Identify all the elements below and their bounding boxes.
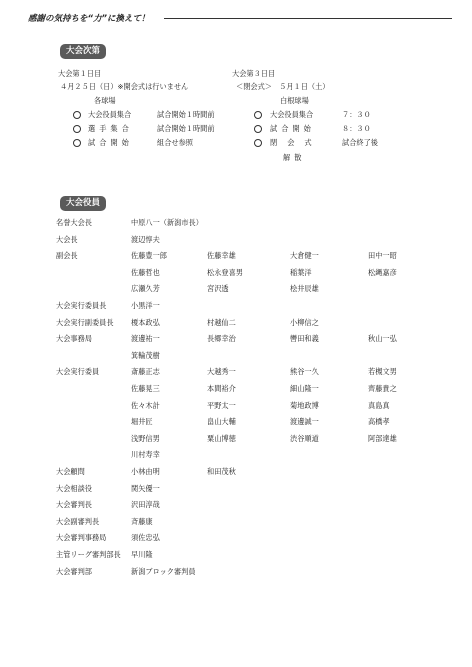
day1-item-time: 試合開始１時間前 — [157, 124, 215, 133]
officer-name: 畠山大輔 — [207, 417, 236, 426]
officer-role: 大会相談役 — [56, 484, 92, 493]
officer-name: 斎藤正志 — [131, 367, 160, 376]
officer-role: 大会実行委員 — [56, 367, 100, 376]
officer-name: 秋山一弘 — [368, 334, 397, 343]
day3-item-label: 大会役員集合 — [270, 110, 314, 119]
officer-name: 佐々木計 — [131, 401, 160, 410]
officer-name: 田中一昭 — [368, 251, 397, 260]
officer-name: 轡田和義 — [290, 334, 319, 343]
circle-icon — [254, 139, 262, 147]
officer-name: 堀井匠 — [131, 417, 153, 426]
officer-role: 大会事務局 — [56, 334, 92, 343]
day1-item-time: 試合開始１時間前 — [157, 110, 215, 119]
officer-role: 名誉大会長 — [56, 218, 92, 227]
officer-name: 齊藤貴之 — [368, 384, 397, 393]
officer-role: 大会審判長 — [56, 500, 92, 509]
circle-icon — [254, 125, 262, 133]
day1-item — [73, 110, 83, 119]
day3-item — [254, 124, 264, 133]
day3-item-label: 閉会式 — [270, 138, 322, 147]
officer-role: 主管リーグ審判部長 — [56, 550, 121, 559]
day3-item-time: 試合終了後 — [342, 138, 378, 147]
officer-name: 真島真 — [368, 401, 390, 410]
day1-item — [73, 138, 83, 147]
day3-item — [254, 138, 264, 147]
officers-badge: 大会役員 — [60, 196, 106, 211]
officer-name: 榎本政弘 — [131, 318, 160, 327]
page-header — [24, 6, 454, 28]
officer-name: 箕輪茂樹 — [131, 351, 160, 360]
officer-name: 阿部達雄 — [368, 434, 397, 443]
day3-extra: 解散 — [283, 153, 306, 162]
day1-date: ４月２５日（日）※開会式は行いません — [60, 82, 189, 91]
circle-icon — [73, 125, 81, 133]
day1-title: 大会第１日目 — [58, 69, 102, 78]
officer-name: 小柳信之 — [290, 318, 319, 327]
officer-name: 松永登喜男 — [207, 268, 243, 277]
officer-role: 大会長 — [56, 235, 78, 244]
officer-name: 長郷幸治 — [207, 334, 236, 343]
officer-name: 小林由明 — [131, 467, 160, 476]
officer-name: 関矢優一 — [131, 484, 160, 493]
officer-name: 大越秀一 — [207, 367, 236, 376]
day3-item-time: ８：３０ — [342, 124, 371, 133]
circle-icon — [254, 111, 262, 119]
day1-item — [73, 124, 83, 133]
officer-name: 須佐忠弘 — [131, 533, 160, 542]
officer-name: 佐藤哲也 — [131, 268, 160, 277]
officer-name: 宮沢透 — [207, 284, 229, 293]
officer-name: 佐藤幸雄 — [207, 251, 236, 260]
officer-name: 渡辺惇夫 — [131, 235, 160, 244]
day1-item-time: 組合せ参照 — [157, 138, 193, 147]
officer-name: 粟山博徳 — [207, 434, 236, 443]
officer-name: 斉藤康 — [131, 517, 153, 526]
day1-venue: 各球場 — [94, 96, 116, 105]
officer-name: 小黒洋一 — [131, 301, 160, 310]
officer-name: 高橋孝 — [368, 417, 390, 426]
officer-name: 渋谷順道 — [290, 434, 319, 443]
officer-name: 稲葉洋 — [290, 268, 312, 277]
officer-name: 和田茂秋 — [207, 467, 236, 476]
officer-name: 本間裕介 — [207, 384, 236, 393]
schedule-badge: 大会次第 — [60, 44, 106, 59]
officer-name: 松縄嘉彦 — [368, 268, 397, 277]
officer-name: 菊地政博 — [290, 401, 319, 410]
officer-name: 大倉健一 — [290, 251, 319, 260]
officer-role: 大会審判事務局 — [56, 533, 107, 542]
officer-role: 大会顧問 — [56, 467, 85, 476]
officer-role: 副会長 — [56, 251, 78, 260]
officer-name: 佐藤豊一郎 — [131, 251, 167, 260]
day3-venue: 白根球場 — [280, 96, 309, 105]
officer-role: 大会実行委員長 — [56, 301, 107, 310]
officer-name: 広瀬久芳 — [131, 284, 160, 293]
day3-title: 大会第３日目 — [232, 69, 276, 78]
header-title: 感謝の気持ちを“力”に換えて！ — [28, 14, 150, 24]
officer-role: 大会実行副委員長 — [56, 318, 114, 327]
officer-name: 桧井辰雄 — [290, 284, 319, 293]
day1-item-label: 選手集合 — [88, 124, 133, 133]
header-rule — [164, 18, 452, 19]
circle-icon — [73, 139, 81, 147]
day3-item-time: ７：３０ — [342, 110, 371, 119]
officer-name: 沢田淳哉 — [131, 500, 160, 509]
officer-name: 渡邊誠一 — [290, 417, 319, 426]
officer-name: 村越仙二 — [207, 318, 236, 327]
day1-item-label: 大会役員集合 — [88, 110, 132, 119]
officer-name: 細山隆一 — [290, 384, 319, 393]
day3-date: ＜閉会式＞ ５月１日（土） — [236, 82, 330, 91]
officer-name: 若槻文男 — [368, 367, 397, 376]
officer-role: 大会副審判長 — [56, 517, 100, 526]
officer-name: 佐藤晃三 — [131, 384, 160, 393]
day3-item — [254, 110, 264, 119]
officer-role: 大会審判部 — [56, 567, 92, 576]
officer-name: 川村寿幸 — [131, 450, 160, 459]
officer-name: 渡邊祐一 — [131, 334, 160, 343]
officer-name: 浅野信男 — [131, 434, 160, 443]
day3-item-label: 試合開始 — [270, 124, 315, 133]
officer-name: 平野太一 — [207, 401, 236, 410]
day1-item-label: 試合開始 — [88, 138, 133, 147]
officer-name: 早川隆 — [131, 550, 153, 559]
officer-name: 熊谷一久 — [290, 367, 319, 376]
officer-name: 中原八一（新潟市長） — [131, 218, 203, 227]
circle-icon — [73, 111, 81, 119]
officer-name: 新潟ブロック審判員 — [131, 567, 196, 576]
